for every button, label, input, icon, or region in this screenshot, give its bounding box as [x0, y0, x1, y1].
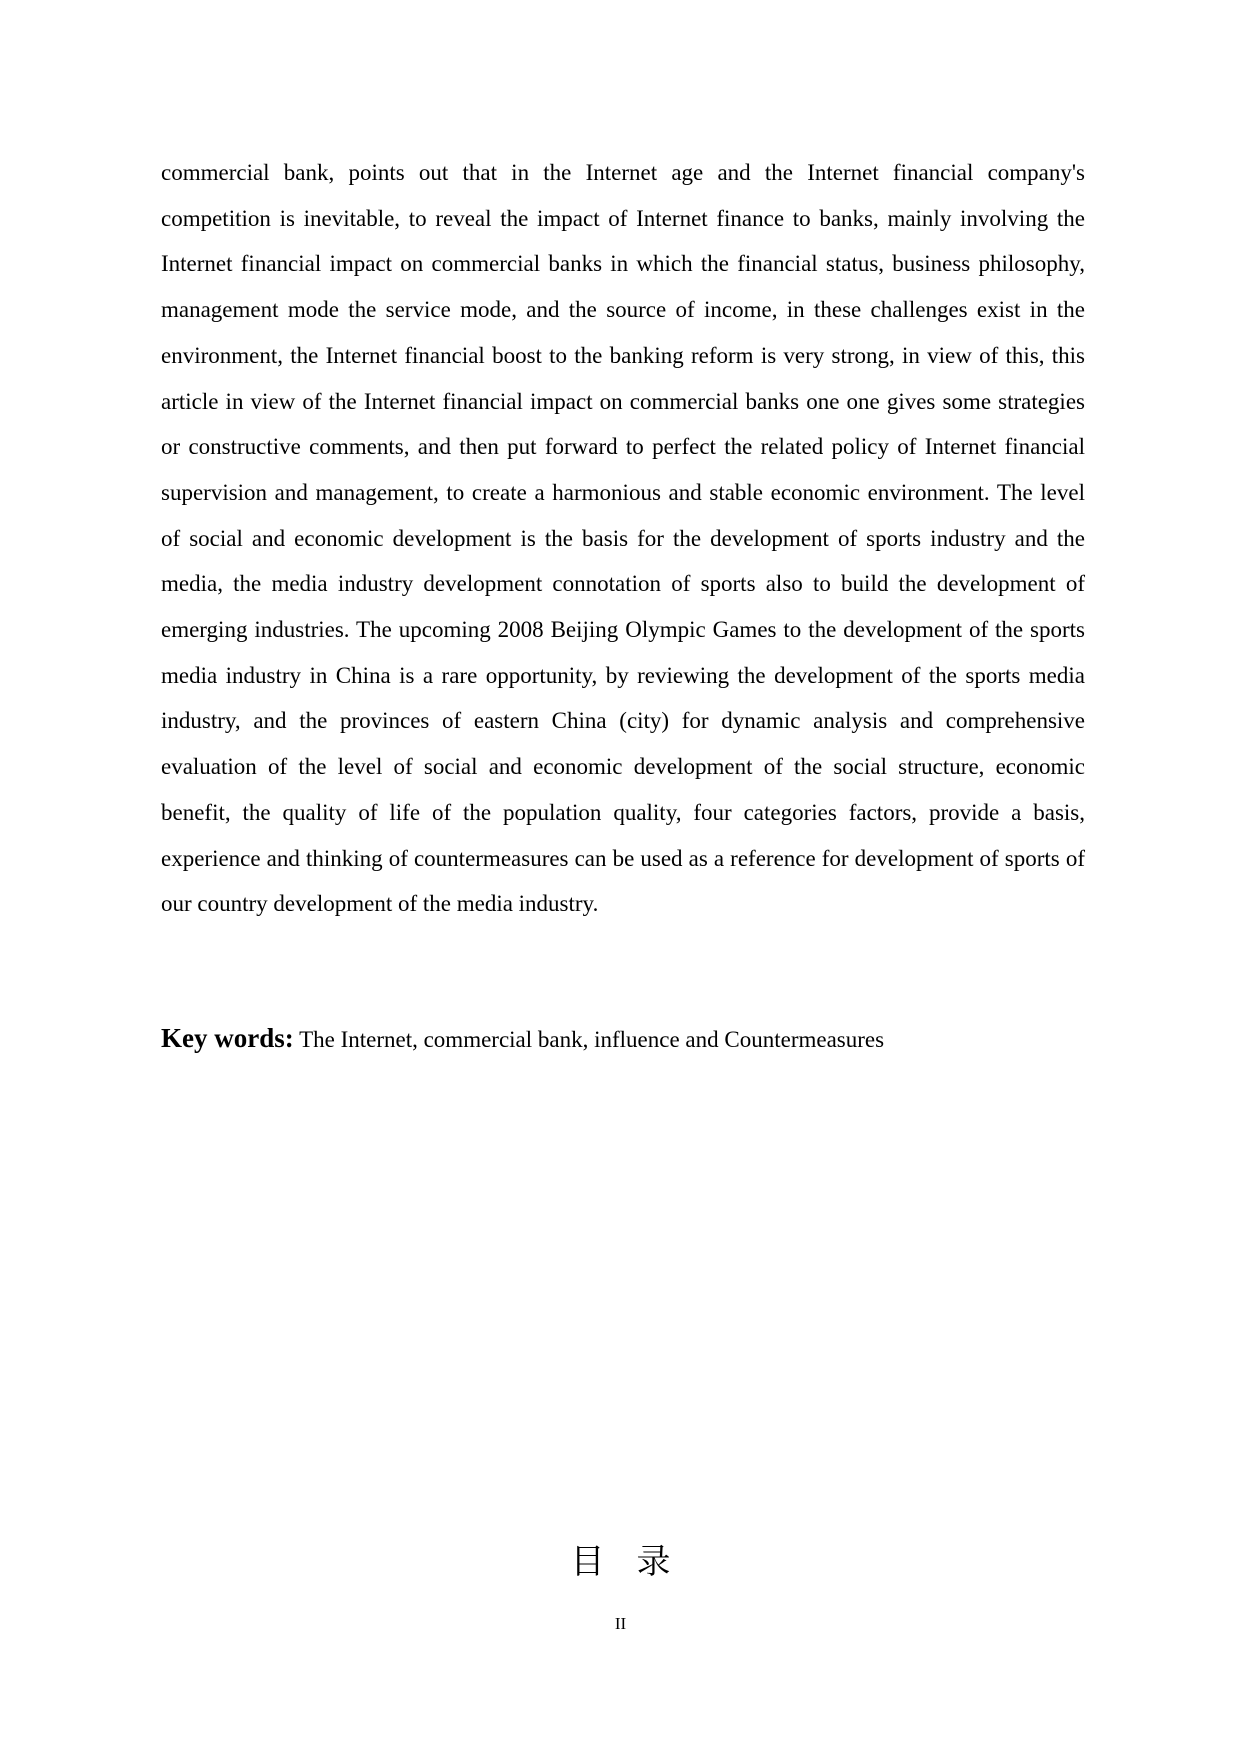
page-number: II: [614, 1614, 627, 1633]
abstract-body-text: commercial bank, points out that in the Internet age and the Internet financial company's competition is inevitable, to reveal the impact of Internet finance to banks, mainly involving the Internet financial impact on commercial banks in which the financial status, business philosophy, management mode the service mode, and the source of income, in these challenges exist in the environment, the Internet financial boost to the banking reform is very strong, in view of this, this article in view of the Internet financial impact on commercial banks one one gives some strategies or constructive comments, and then put forward to perfect the related policy of Internet financial supervision and management, to create a harmonious and stable economic environment. The level of social and economic development is the basis for the development of sports industry and the media, the media industry development connotation of sports also to build the development of emerging industries. The upcoming 2008 Beijing Olympic Games to the development of the sports media industry in China is a rare opportunity, by reviewing the development of the sports media industry, and the provinces of eastern China (city) for dynamic analysis and comprehensive evaluation of the level of social and economic development of the social structure, economic benefit, the quality of life of the population quality, four categories factors, provide a basis, experience and thinking of countermeasures can be used as a reference for development of sports of our country development of the media industry.: [161, 160, 1085, 917]
keywords-label: Key words:: [161, 1023, 294, 1053]
keywords-line: [161, 1018, 1085, 1060]
keywords-value: The Internet, commercial bank, influence and Countermeasures: [293, 1027, 885, 1052]
table-of-contents-title: 目录: [570, 1542, 703, 1582]
